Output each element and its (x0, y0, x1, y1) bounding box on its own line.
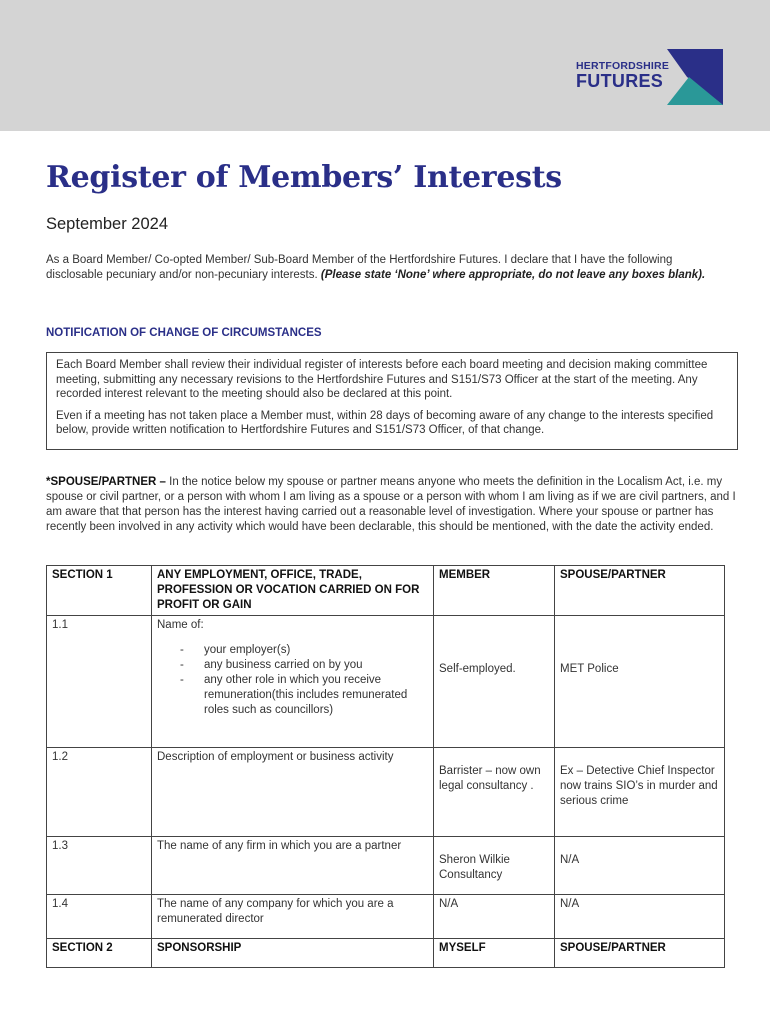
spouse-value: N/A (560, 854, 580, 866)
logo-text-bottom: FUTURES (576, 71, 664, 91)
notification-paragraph-2: Even if a meeting has not taken place a Member must, within 28 days of becoming aware of any change to the interests specified below, provide written notification to Hertfordshire Futures and S151/S73 Officer, of that change. (56, 409, 714, 437)
member-column-header: MEMBER (434, 566, 555, 616)
list-item: - your employer(s) (157, 643, 428, 658)
spouse-column-header: SPOUSE/PARTNER (555, 939, 725, 968)
row-number: 1.4 (47, 895, 152, 939)
intro-text: As a Board Member/ Co-opted Member/ Sub-Board Member of the Hertfordshire Futures. I declare that I have the following disclosable pecuniary and/or non-pecuniary interests. (46, 254, 673, 281)
table-row (47, 748, 725, 837)
logo-mark-icon (667, 49, 723, 105)
member-cell[interactable] (434, 748, 555, 837)
header-band (0, 0, 770, 131)
spouse-partner-note (46, 475, 736, 535)
member-cell[interactable] (434, 616, 555, 748)
intro-paragraph (46, 253, 726, 283)
member-cell[interactable]: N/A (434, 895, 555, 939)
myself-column-header: MYSELF (434, 939, 555, 968)
member-value: Self-employed. (439, 663, 516, 675)
section-label: SECTION 1 (47, 566, 152, 616)
document-date: September 2024 (46, 215, 169, 233)
notification-paragraph-1: Each Board Member shall review their individual register of interests before each board meeting and decision making committee meeting, submitting any necessary revisions to the Hertfordshire Futures and S151/S73 Officer at the start of the meeting. Any recorded interest relevant to the meeting should also be declared at this point. (56, 359, 708, 401)
page-title: Register of Members’ Interests (46, 160, 562, 195)
list-item: - any other role in which you receive remuneration(this includes remunerated roles such as councillors) (157, 673, 428, 718)
logo-text-top: HERTFORDSHIRE (576, 60, 670, 72)
table-section-row (47, 939, 725, 968)
row-number: 1.2 (47, 748, 152, 837)
table-header-row (47, 566, 725, 616)
table-row (47, 616, 725, 748)
member-value: Barrister – now own legal consultancy . (439, 765, 541, 792)
row-description: The name of any firm in which you are a partner (152, 837, 434, 895)
spouse-column-header: SPOUSE/PARTNER (555, 566, 725, 616)
row-description (152, 616, 434, 748)
interests-table (46, 565, 725, 968)
spouse-note-text: In the notice below my spouse or partner means anyone who meets the definition in the Localism Act, i.e. my spouse or civil partner, or a person with whom I am living as a spouse or a person with whom I am living as if we are civil partners, and I am aware that that person has the interest having carried out a reasonable level of investigation. Where your spouse or partner has recently been involved in any activity which would have been declarable, this should be mentioned, with the date the activity ended. (46, 476, 736, 533)
member-value: Sheron Wilkie Consultancy (439, 854, 510, 881)
spouse-value: MET Police (560, 663, 619, 675)
spouse-cell[interactable] (555, 616, 725, 748)
hertfordshire-futures-logo (576, 49, 726, 105)
section-label: SECTION 2 (47, 939, 152, 968)
section-heading: ANY EMPLOYMENT, OFFICE, TRADE, PROFESSION OR VOCATION CARRIED ON FOR PROFIT OR GAIN (152, 566, 434, 616)
row-description: The name of any company for which you are a remunerated director (152, 895, 434, 939)
spouse-cell[interactable]: N/A (555, 895, 725, 939)
table-row (47, 895, 725, 939)
member-cell[interactable] (434, 837, 555, 895)
section-heading: SPONSORSHIP (152, 939, 434, 968)
list-item: - any business carried on by you (157, 658, 428, 673)
notification-box (46, 352, 738, 450)
intro-emphasis: (Please state ‘None’ where appropriate, do not leave any boxes blank). (320, 269, 706, 281)
notification-heading: NOTIFICATION OF CHANGE OF CIRCUMSTANCES (46, 327, 322, 339)
employment-list (157, 643, 428, 718)
spouse-cell[interactable] (555, 837, 725, 895)
row-number: 1.3 (47, 837, 152, 895)
row-number: 1.1 (47, 616, 152, 748)
row-description-text: Name of: (157, 619, 204, 631)
spouse-cell[interactable] (555, 748, 725, 837)
spouse-value: Ex – Detective Chief Inspector now trains SIO’s in murder and serious crime (560, 765, 718, 807)
row-description: Description of employment or business activity (152, 748, 434, 837)
table-row (47, 837, 725, 895)
spouse-note-label: *SPOUSE/PARTNER – (46, 476, 166, 488)
